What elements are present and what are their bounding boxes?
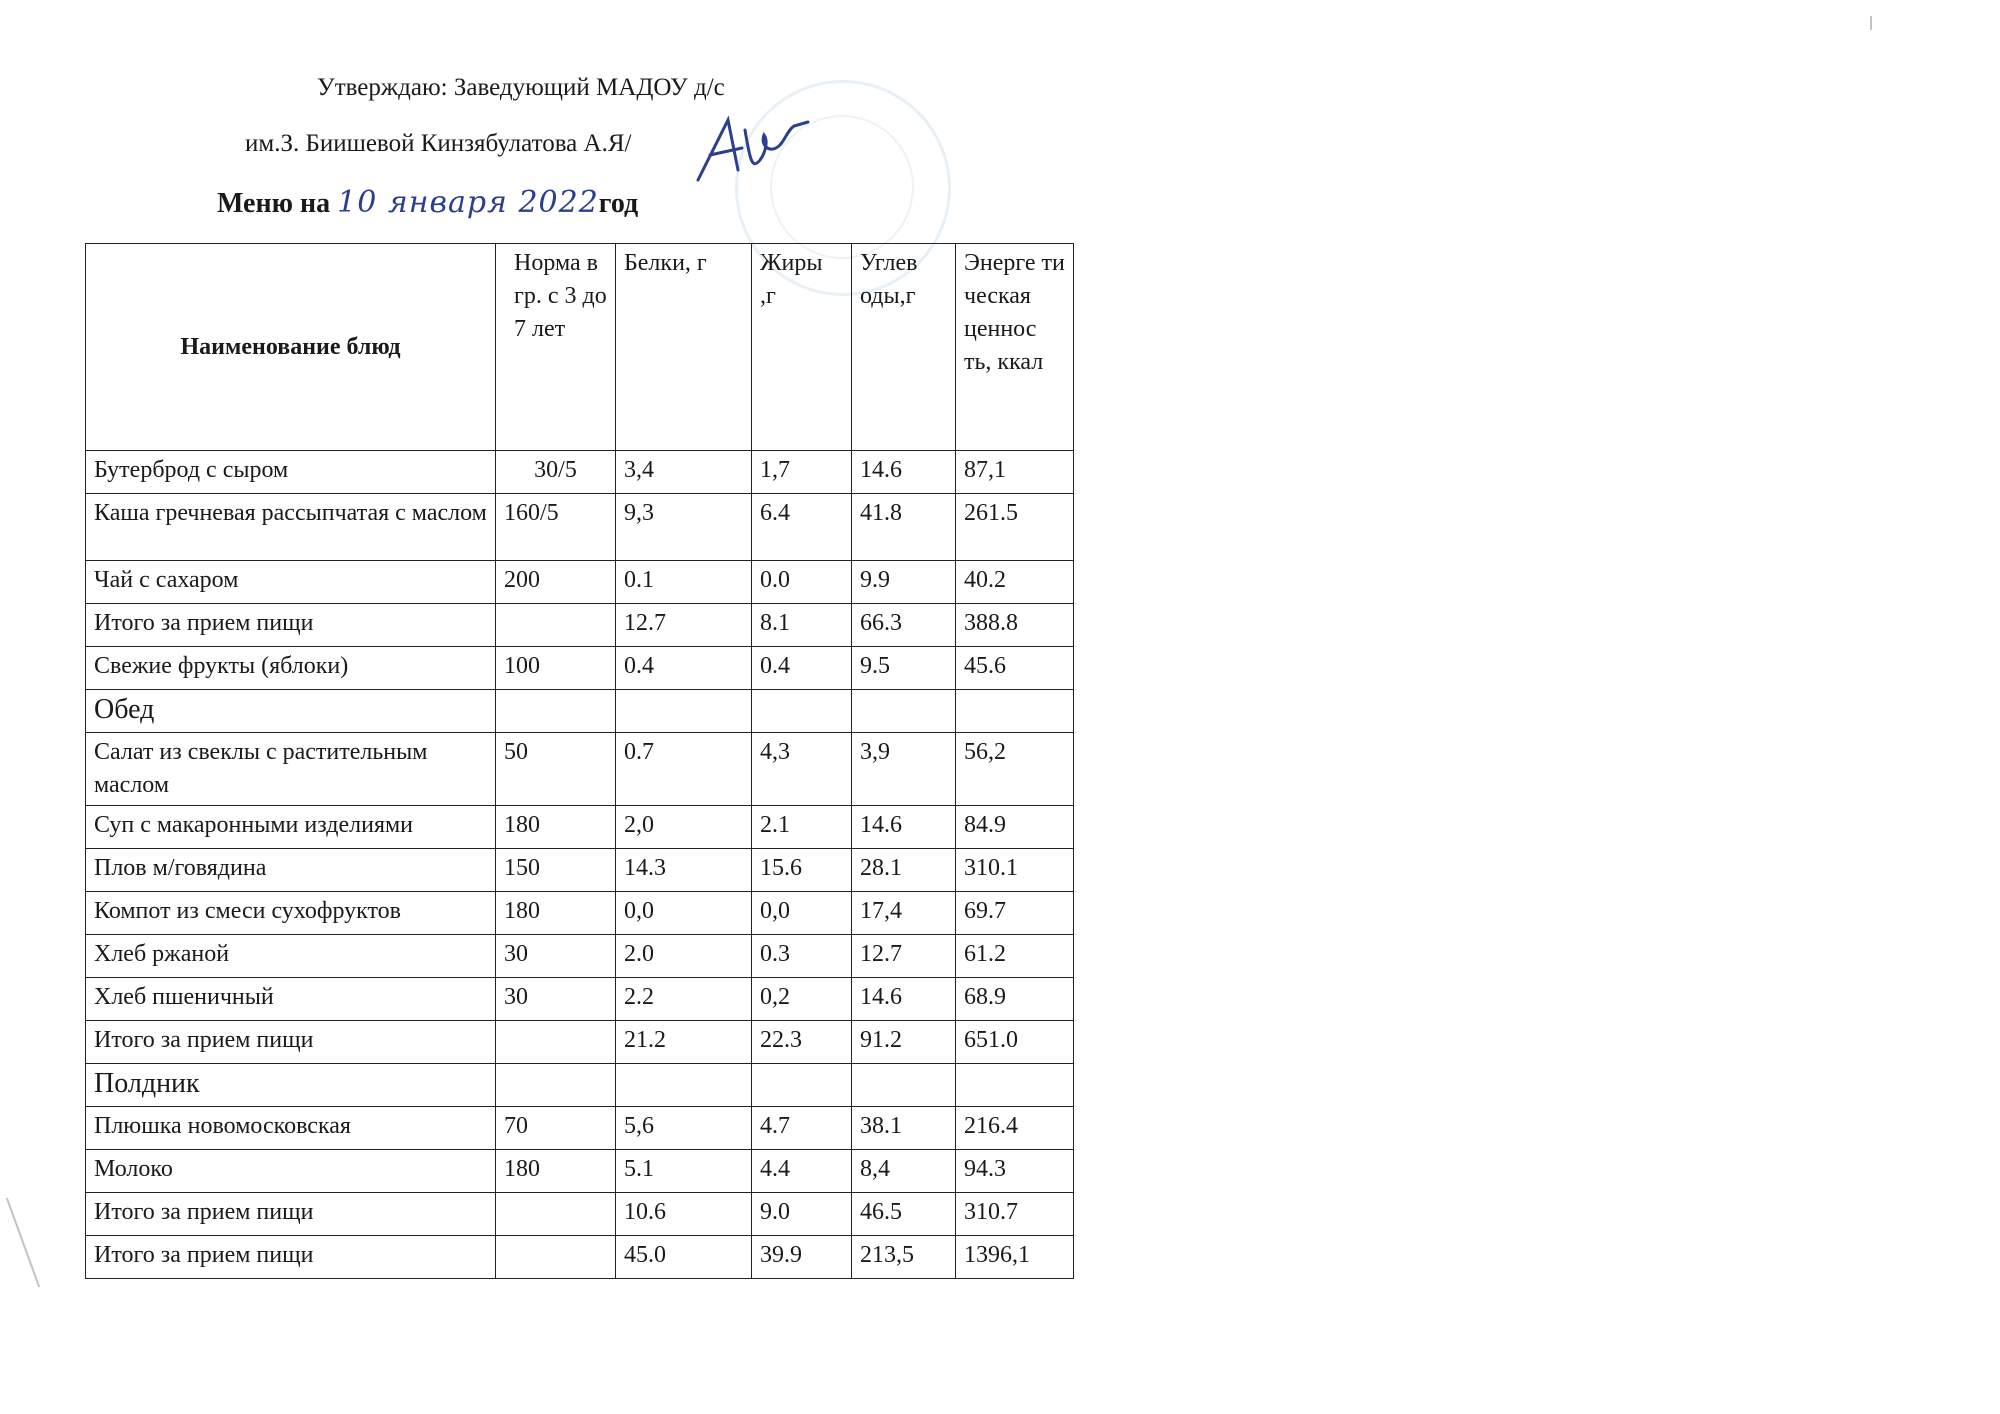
cell-protein: 2.0 <box>616 935 752 978</box>
cell-carbs <box>852 690 956 733</box>
cell-norm: 70 <box>496 1107 616 1150</box>
cell-norm: 180 <box>496 806 616 849</box>
cell-carbs: 9.9 <box>852 561 956 604</box>
cell-carbs: 213,5 <box>852 1236 956 1279</box>
cell-kcal: 40.2 <box>956 561 1074 604</box>
cell-name: Суп с макаронными изделиями <box>86 806 496 849</box>
cell-protein: 5,6 <box>616 1107 752 1150</box>
cell-protein <box>616 1064 752 1107</box>
cell-fat: 6.4 <box>752 494 852 561</box>
cell-fat: 0.3 <box>752 935 852 978</box>
table-row <box>86 647 1074 690</box>
cell-kcal: 61.2 <box>956 935 1074 978</box>
cell-protein <box>616 690 752 733</box>
approval-line-1: Утверждаю: Заведующий МАДОУ д/с <box>317 74 725 101</box>
cell-name: Салат из свеклы с растительным маслом <box>86 733 496 806</box>
scan-edge-mark <box>6 1198 40 1288</box>
cell-fat: 39.9 <box>752 1236 852 1279</box>
menu-title <box>217 185 638 220</box>
table-body <box>86 451 1074 1279</box>
cell-name: Плов м/говядина <box>86 849 496 892</box>
cell-kcal: 45.6 <box>956 647 1074 690</box>
cell-kcal: 1396,1 <box>956 1236 1074 1279</box>
column-header-fat: Жиры ,г <box>752 244 852 451</box>
cell-norm <box>496 1064 616 1107</box>
cell-kcal: 651.0 <box>956 1021 1074 1064</box>
cell-fat <box>752 1064 852 1107</box>
cell-protein: 10.6 <box>616 1193 752 1236</box>
cell-name: Каша гречневая рассыпчатая с маслом <box>86 494 496 561</box>
cell-fat: 0.4 <box>752 647 852 690</box>
cell-kcal: 68.9 <box>956 978 1074 1021</box>
cell-name: Хлеб пшеничный <box>86 978 496 1021</box>
column-header-name: Наименование блюд <box>86 244 496 451</box>
cell-fat: 2.1 <box>752 806 852 849</box>
cell-protein: 3,4 <box>616 451 752 494</box>
cell-fat: 22.3 <box>752 1021 852 1064</box>
cell-fat: 0.0 <box>752 561 852 604</box>
cell-name: Свежие фрукты (яблоки) <box>86 647 496 690</box>
cell-carbs: 46.5 <box>852 1193 956 1236</box>
cell-protein: 0.7 <box>616 733 752 806</box>
cell-kcal <box>956 690 1074 733</box>
cell-kcal <box>956 1064 1074 1107</box>
cell-carbs: 38.1 <box>852 1107 956 1150</box>
cell-name: Итого за прием пищи <box>86 1236 496 1279</box>
cell-norm <box>496 604 616 647</box>
cell-fat: 15.6 <box>752 849 852 892</box>
table-row <box>86 561 1074 604</box>
cell-protein: 45.0 <box>616 1236 752 1279</box>
cell-fat: 4.7 <box>752 1107 852 1150</box>
cell-protein: 14.3 <box>616 849 752 892</box>
cell-carbs: 9.5 <box>852 647 956 690</box>
cell-carbs: 28.1 <box>852 849 956 892</box>
cell-norm <box>496 1021 616 1064</box>
cell-carbs: 91.2 <box>852 1021 956 1064</box>
cell-kcal: 94.3 <box>956 1150 1074 1193</box>
cell-kcal: 216.4 <box>956 1107 1074 1150</box>
approval-line-2: им.З. Биишевой Кинзябулатова А.Я/ <box>245 130 632 157</box>
table-row <box>86 1021 1074 1064</box>
cell-name: Молоко <box>86 1150 496 1193</box>
table-row <box>86 1064 1074 1107</box>
cell-norm: 30 <box>496 935 616 978</box>
cell-fat: 0,2 <box>752 978 852 1021</box>
cell-carbs: 14.6 <box>852 451 956 494</box>
cell-kcal: 261.5 <box>956 494 1074 561</box>
cell-norm <box>496 1236 616 1279</box>
cell-norm: 30 <box>496 978 616 1021</box>
cell-carbs: 3,9 <box>852 733 956 806</box>
cell-protein: 5.1 <box>616 1150 752 1193</box>
table-header-row <box>86 244 1074 451</box>
cell-name: Плюшка новомосковская <box>86 1107 496 1150</box>
cell-fat: 9.0 <box>752 1193 852 1236</box>
cell-protein: 0.4 <box>616 647 752 690</box>
cell-fat: 4.4 <box>752 1150 852 1193</box>
cell-carbs <box>852 1064 956 1107</box>
signature <box>690 100 810 190</box>
cell-protein: 0,0 <box>616 892 752 935</box>
cell-norm: 100 <box>496 647 616 690</box>
cell-kcal: 84.9 <box>956 806 1074 849</box>
table-row <box>86 1236 1074 1279</box>
cell-fat: 8.1 <box>752 604 852 647</box>
menu-table <box>85 243 1074 1279</box>
cell-fat: 0,0 <box>752 892 852 935</box>
cell-name: Хлеб ржаной <box>86 935 496 978</box>
table-row <box>86 604 1074 647</box>
cell-kcal: 310.1 <box>956 849 1074 892</box>
cell-kcal: 69.7 <box>956 892 1074 935</box>
cell-kcal: 56,2 <box>956 733 1074 806</box>
cell-carbs: 41.8 <box>852 494 956 561</box>
cell-carbs: 12.7 <box>852 935 956 978</box>
cell-protein: 2.2 <box>616 978 752 1021</box>
cell-protein: 0.1 <box>616 561 752 604</box>
table-row <box>86 1150 1074 1193</box>
cell-norm: 180 <box>496 1150 616 1193</box>
column-header-kcal: Энерге ти ческая ценнос ть, ккал <box>956 244 1074 451</box>
table-row <box>86 494 1074 561</box>
cell-norm: 150 <box>496 849 616 892</box>
table-row <box>86 806 1074 849</box>
table-row <box>86 733 1074 806</box>
cell-carbs: 66.3 <box>852 604 956 647</box>
table-row <box>86 978 1074 1021</box>
cell-norm: 200 <box>496 561 616 604</box>
cell-norm: 180 <box>496 892 616 935</box>
cell-carbs: 8,4 <box>852 1150 956 1193</box>
table-row <box>86 1107 1074 1150</box>
column-header-protein: Белки, г <box>616 244 752 451</box>
cell-name: Полдник <box>86 1064 496 1107</box>
cell-protein: 9,3 <box>616 494 752 561</box>
cell-norm: 160/5 <box>496 494 616 561</box>
column-header-carbs: Углев оды,г <box>852 244 956 451</box>
scan-edge-mark <box>1870 16 1872 30</box>
cell-fat: 4,3 <box>752 733 852 806</box>
cell-protein: 2,0 <box>616 806 752 849</box>
cell-protein: 21.2 <box>616 1021 752 1064</box>
cell-norm: 50 <box>496 733 616 806</box>
table-row <box>86 935 1074 978</box>
cell-norm <box>496 690 616 733</box>
cell-fat: 1,7 <box>752 451 852 494</box>
table-row <box>86 1193 1074 1236</box>
cell-name: Итого за прием пищи <box>86 1193 496 1236</box>
table-row <box>86 892 1074 935</box>
cell-carbs: 14.6 <box>852 806 956 849</box>
cell-norm <box>496 1193 616 1236</box>
cell-carbs: 14.6 <box>852 978 956 1021</box>
cell-name: Компот из смеси сухофруктов <box>86 892 496 935</box>
cell-name: Итого за прием пищи <box>86 1021 496 1064</box>
cell-protein: 12.7 <box>616 604 752 647</box>
column-header-norm: Норма в гр. с 3 до 7 лет <box>496 244 616 451</box>
table-row <box>86 690 1074 733</box>
menu-date-handwritten: 10 января 2022 <box>337 185 599 220</box>
cell-kcal: 87,1 <box>956 451 1074 494</box>
cell-fat <box>752 690 852 733</box>
table-row <box>86 849 1074 892</box>
cell-name: Бутерброд с сыром <box>86 451 496 494</box>
cell-name: Обед <box>86 690 496 733</box>
cell-kcal: 388.8 <box>956 604 1074 647</box>
cell-name: Чай с сахаром <box>86 561 496 604</box>
cell-name: Итого за прием пищи <box>86 604 496 647</box>
cell-norm: 30/5 <box>496 451 616 494</box>
cell-kcal: 310.7 <box>956 1193 1074 1236</box>
table-row <box>86 451 1074 494</box>
menu-title-suffix: год <box>598 188 639 219</box>
cell-carbs: 17,4 <box>852 892 956 935</box>
menu-title-prefix: Меню на <box>217 188 338 219</box>
